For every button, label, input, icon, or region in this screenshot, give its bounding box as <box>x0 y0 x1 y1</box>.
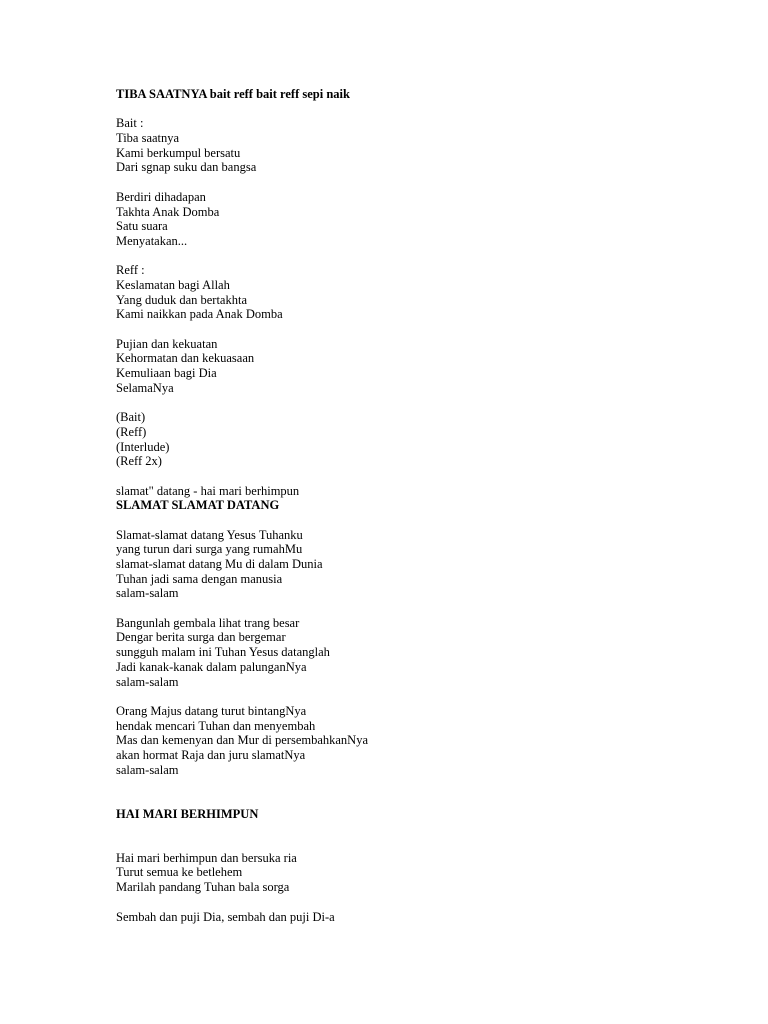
lyric-line: salam-salam <box>116 674 179 689</box>
lyric-line: Jadi kanak-kanak dalam palunganNya <box>116 659 307 674</box>
reff-label: Reff : <box>116 263 145 278</box>
song-title: SLAMAT SLAMAT DATANG <box>116 498 280 513</box>
spacer <box>116 689 716 704</box>
lyric-line: Kami berkumpul bersatu <box>116 145 241 160</box>
lyric-line: Sembah dan puji Dia, sembah dan puji Di-a <box>116 909 335 924</box>
document-title: TIBA SAATNYA bait reff bait reff sepi naik <box>116 87 350 101</box>
lyric-line: Satu suara <box>116 219 168 234</box>
lyric-line: Berdiri dihadapan <box>116 189 206 204</box>
song-title: HAI MARI BERHIMPUN <box>116 806 259 821</box>
lyric-line: Dari sgnap suku dan bangsa <box>116 160 257 175</box>
subtitle-line: slamat" datang - hai mari berhimpun <box>116 483 300 498</box>
spacer <box>116 895 716 910</box>
order-line: (Bait) <box>116 410 146 425</box>
spacer <box>116 821 716 850</box>
lyric-line: salam-salam <box>116 586 179 601</box>
lyric-line: Mas dan kemenyan dan Mur di persembahkanNya <box>116 733 369 748</box>
spacer <box>116 601 716 616</box>
lyric-line: slamat-slamat datang Mu di dalam Dunia <box>116 557 323 571</box>
lyric-line: Pujian dan kekuatan <box>116 336 218 351</box>
lyric-line: SelamaNya <box>116 380 174 395</box>
lyric-line: Takhta Anak Domba <box>116 204 220 219</box>
lyric-line: Tuhan jadi sama dengan manusia <box>116 571 283 586</box>
order-line: (Reff) <box>116 424 147 439</box>
bait-label: Bait : <box>116 116 144 131</box>
lyric-line: Hai mari berhimpun dan bersuka ria <box>116 850 297 865</box>
lyric-line: Slamat-slamat datang Yesus Tuhanku <box>116 527 303 542</box>
spacer <box>116 322 716 337</box>
lyric-line: Kehormatan dan kekuasaan <box>116 351 255 366</box>
order-line: (Interlude) <box>116 439 170 454</box>
lyric-line: yang turun dari surga yang rumahMu <box>116 542 303 557</box>
lyric-line: Turut semua ke betlehem <box>116 865 243 880</box>
spacer <box>116 469 716 484</box>
lyric-line: Menyatakan... <box>116 233 188 248</box>
lyric-line: hendak mencari Tuhan dan menyembah <box>116 718 316 733</box>
spacer <box>116 102 716 117</box>
spacer <box>116 175 716 190</box>
lyric-line: Kemuliaan bagi Dia <box>116 366 217 381</box>
spacer <box>116 249 716 264</box>
spacer <box>116 395 716 410</box>
order-line: (Reff 2x) <box>116 454 162 469</box>
lyric-line: Kami naikkan pada Anak Domba <box>116 307 283 322</box>
spacer <box>116 777 716 806</box>
lyric-line: salam-salam <box>116 762 179 777</box>
lyric-line: Yang duduk dan bertakhta <box>116 292 247 307</box>
lyric-line: Marilah pandang Tuhan bala sorga <box>116 880 290 895</box>
lyric-line: Orang Majus datang turut bintangNya <box>116 703 307 718</box>
document-body <box>116 87 716 924</box>
lyric-line: Keslamatan bagi Allah <box>116 277 230 292</box>
lyric-line: Tiba saatnya <box>116 131 180 146</box>
lyric-line: akan hormat Raja dan juru slamatNya <box>116 747 306 762</box>
lyric-line: sungguh malam ini Tuhan Yesus datanglah <box>116 645 330 660</box>
spacer <box>116 513 716 528</box>
lyric-line: Dengar berita surga dan bergemar <box>116 630 286 645</box>
lyric-line: Bangunlah gembala lihat trang besar <box>116 615 300 630</box>
